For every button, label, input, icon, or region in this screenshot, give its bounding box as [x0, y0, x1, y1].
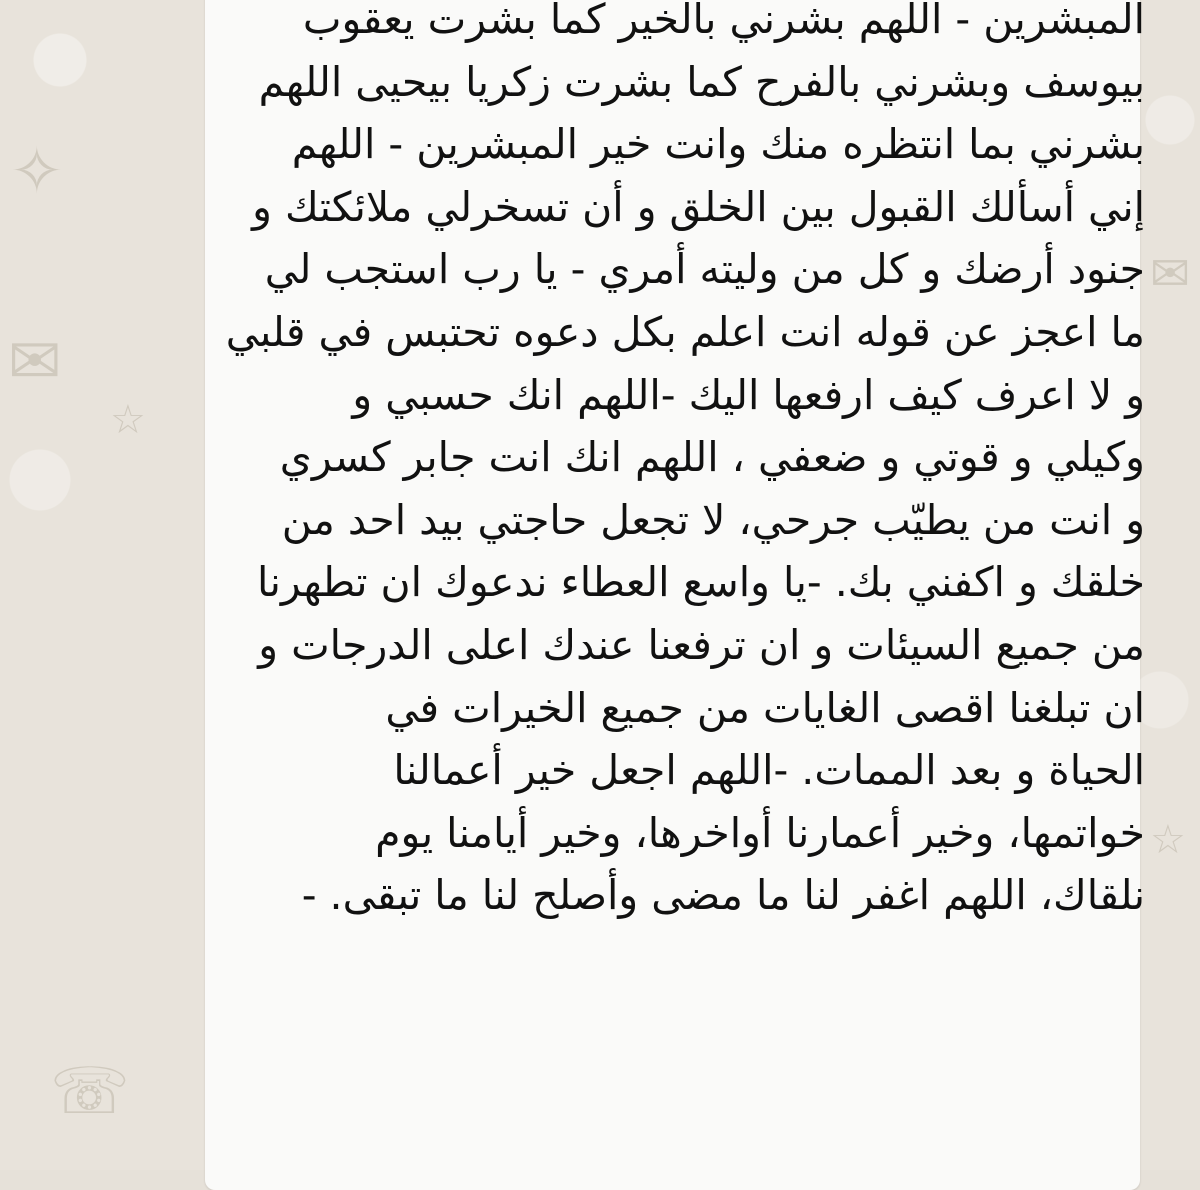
message-line: خواتمها، وخير أعمارنا أواخرها، وخير أيامنا يوم: [375, 808, 1145, 857]
message-line: وكيلي و قوتي و ضعفي ، اللهم انك انت جابر كسري: [279, 433, 1145, 482]
star-icon: ☆: [1150, 817, 1186, 863]
message-line: المبشرين - اللهم بشرني بالخير كما بشرت يعقوب: [302, 0, 1145, 43]
message-line: ما اعجز عن قوله انت اعلم بكل دعوه تحتبس في قلبي: [225, 307, 1145, 356]
message-text: [225, 0, 1145, 927]
star-icon: ☆: [110, 397, 146, 443]
message-line: جنود أرضك و كل من وليته أمري - يا رب استجب لي: [264, 245, 1145, 294]
compass-icon: ✧: [10, 135, 64, 209]
message-line: الحياة و بعد الممات. -اللهم اجعل خير أعمالنا: [393, 746, 1145, 795]
message-line: خلقك و اكفني بك. -يا واسع العطاء ندعوك ان تطهرنا: [257, 558, 1145, 607]
message-line: ان تبلغنا اقصى الغايات من جميع الخيرات في: [385, 683, 1145, 732]
message-line: بيوسف وبشرني بالفرح كما بشرت زكريا بيحيى اللهم: [258, 57, 1145, 106]
envelope-icon: ✉: [1150, 246, 1191, 302]
message-line: نلقاك، اللهم اغفر لنا ما مضى وأصلح لنا ما تبقى. -: [301, 871, 1145, 920]
phone-icon: ☏: [50, 1055, 131, 1129]
message-line: من جميع السيئات و ان ترفعنا عندك اعلى الدرجات و: [258, 620, 1145, 669]
message-line: بشرني بما انتظره منك وانت خير المبشرين - اللهم: [291, 120, 1145, 169]
message-line: و لا اعرف كيف ارفعها اليك -اللهم انك حسبي و: [352, 370, 1145, 419]
message-line: إني أسألك القبول بين الخلق و أن تسخرلي ملائكتك و: [252, 182, 1145, 231]
envelope-icon: ✉: [8, 325, 62, 399]
message-line: و انت من يطيّب جرحي، لا تجعل حاجتي بيد احد من: [281, 495, 1145, 544]
